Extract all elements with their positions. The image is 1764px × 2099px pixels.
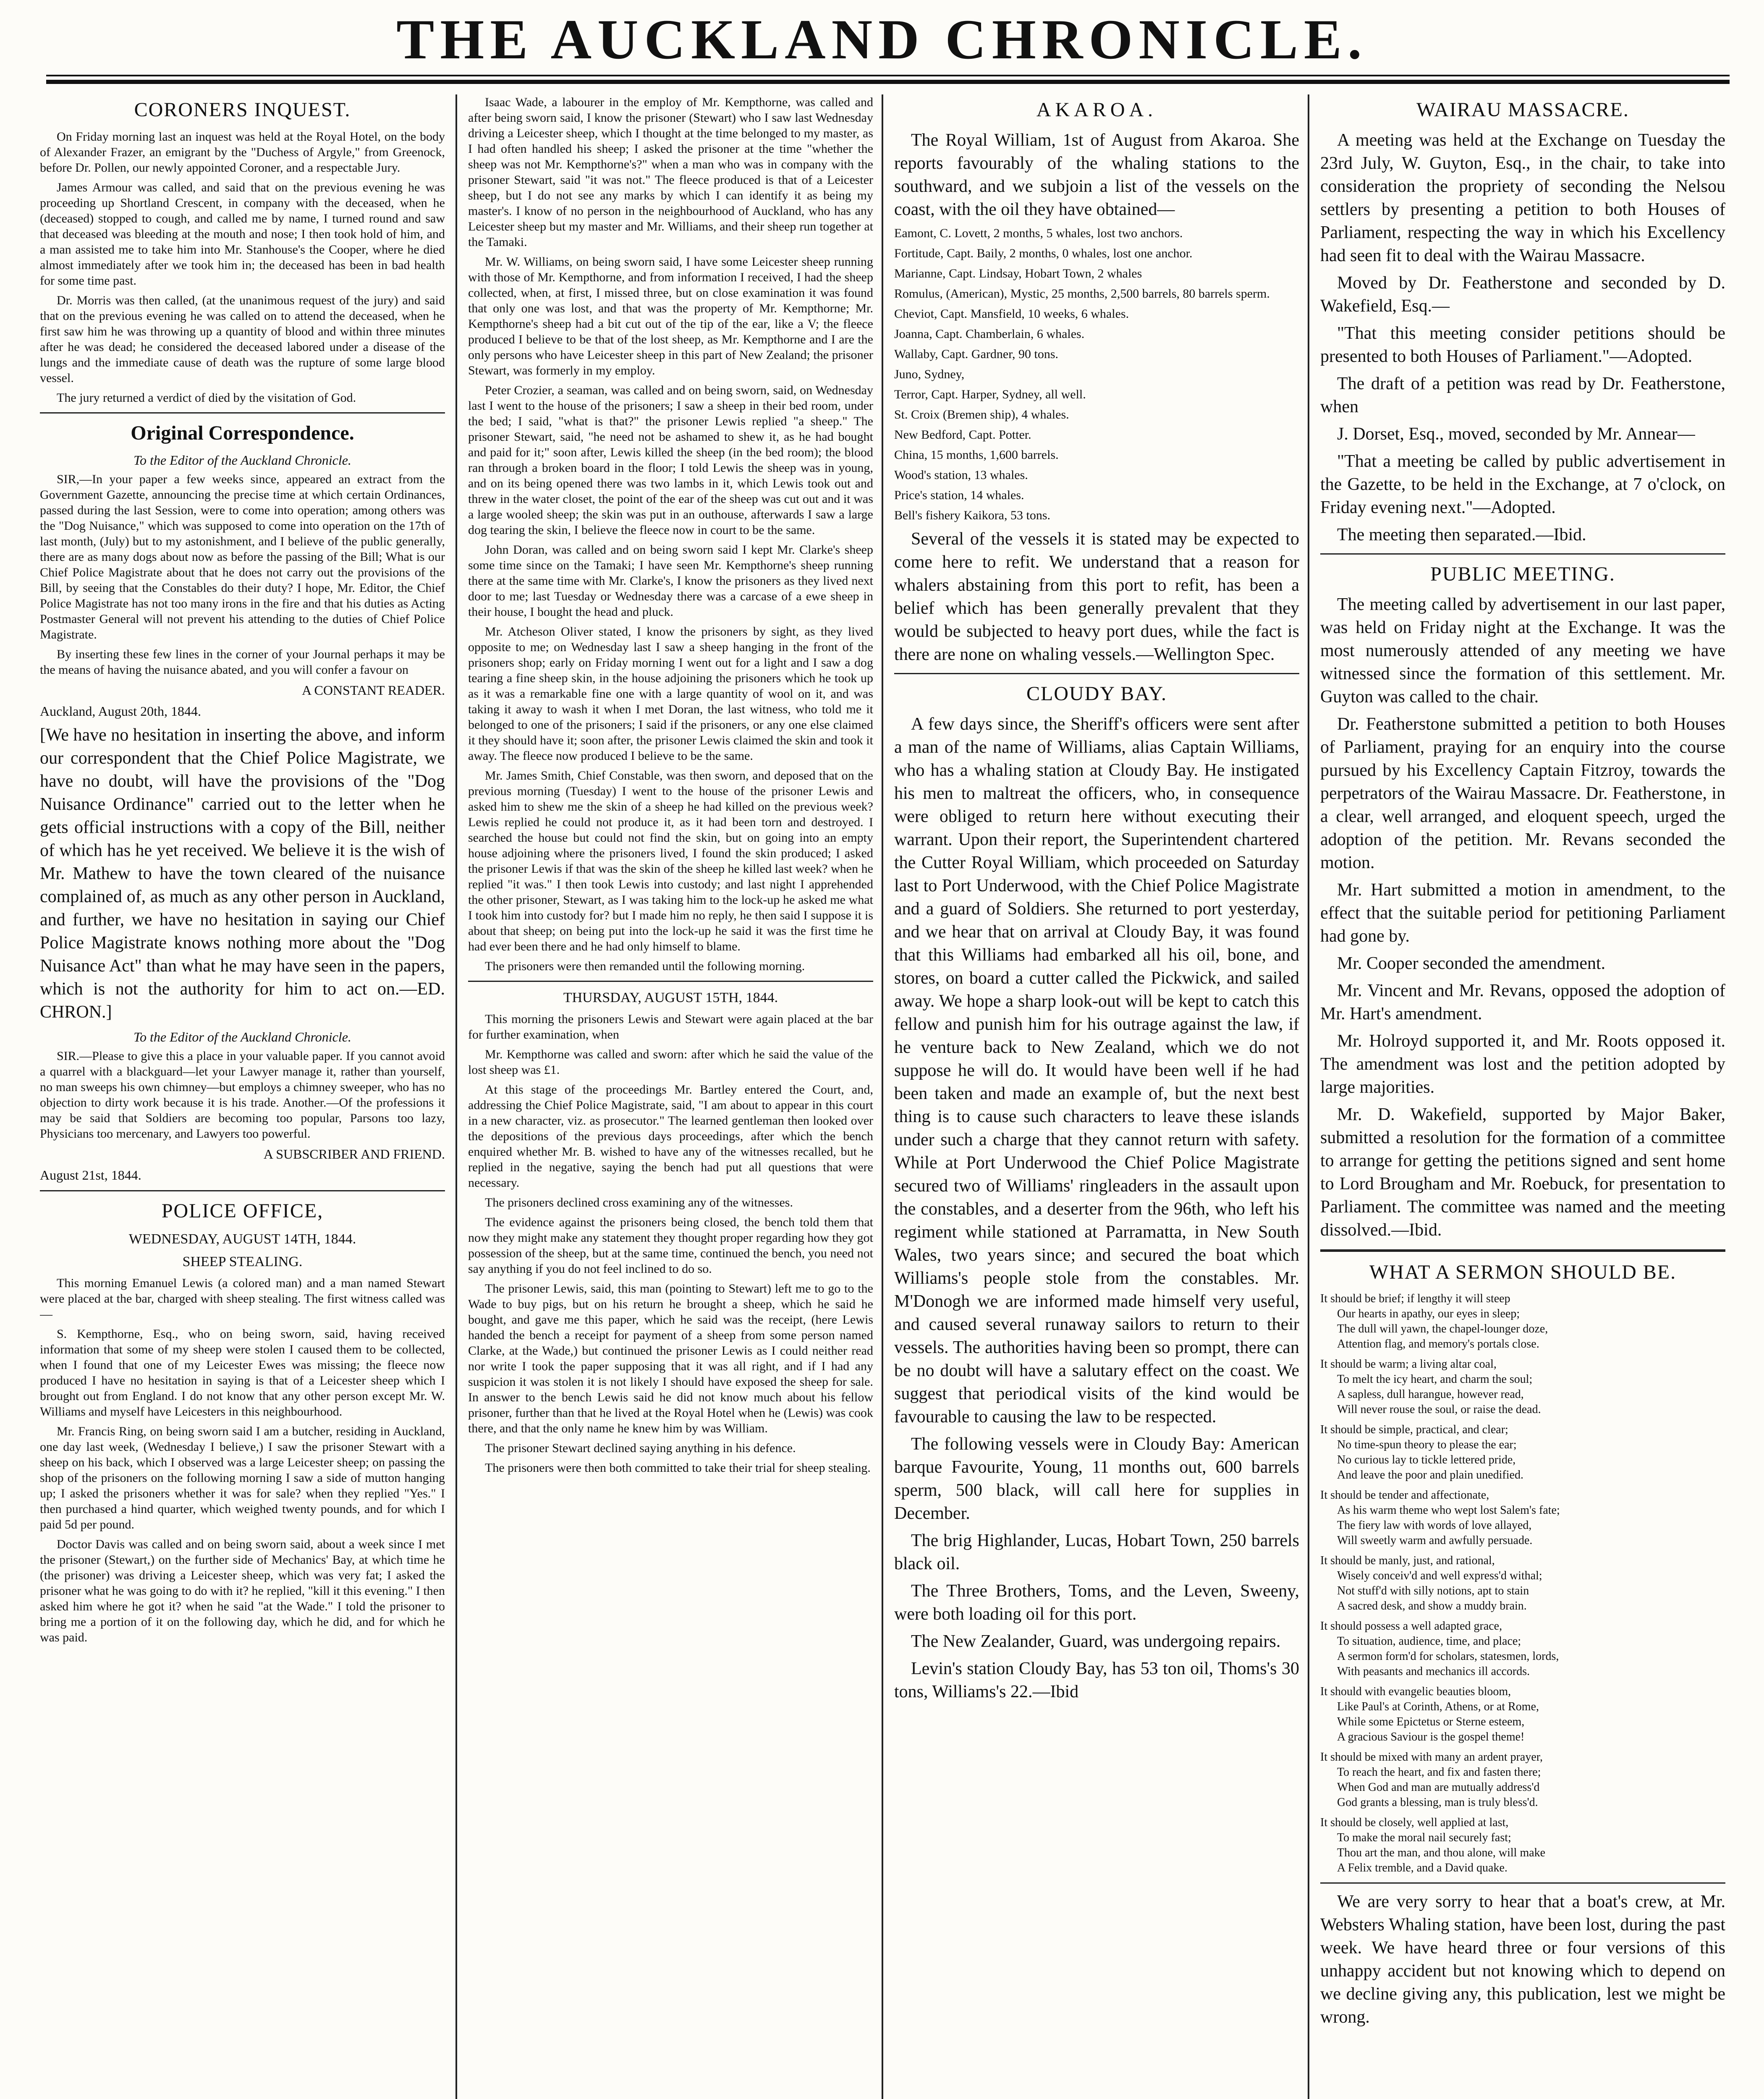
letter-paragraph: SIR,—In your paper a few weeks since, appeared an extract from the Government Gazette, announcing the precise time at which certain Ordinances, passed during the last Session, were to come into operation; among others was the "Dog Nuisance," which was supposed to come into operation on the 17th of last month, (July) but to my astonishment, and I believe of the public generally, there are as many dogs about now as before the passing of the Bill; What is our Chief Police Magistrate about that he does not carry out the provisions of the Bill, by seeing that the Constables do their duty? I hope, Mr. Editor, the Chief Police Magistrate has not too many irons in the fire and that his duties as Acting Postmaster General will not prevent his attending to the duties of Chief Police Magistrate. xyxy=(40,472,445,641)
article-paragraph: Mr. W. Williams, on being sworn said, I have some Leicester sheep running with those of Mr. Kempthorne, and from information I received, I had the sheep collected, when, at first, I missed three, but on close examination it was found that only one was lost, and that was the property of Mr. Kempthorne; Mr. Kempthorne's sheep had a bit cut out of the tip of the ear, like a V; the fleece produced I believe to be that of the lost sheep, as Mr. Kempthorne and I are the only persons who have Leicester sheep in this part of New Zealand; the prisoner Stewart, was formerly in my employ. xyxy=(468,255,873,377)
poem-stanza xyxy=(1320,1619,1725,1679)
poem-line: To reach the heart, and fix and fasten there; xyxy=(1337,1766,1541,1779)
poem-line: It should be tender and affectionate, xyxy=(1320,1489,1489,1502)
poem-line: It should be warm; a living altar coal, xyxy=(1320,1358,1497,1371)
article-paragraph: The New Zealander, Guard, was undergoing repairs. xyxy=(911,1632,1281,1651)
article-paragraph: The jury returned a verdict of died by the visitation of God. xyxy=(57,391,356,405)
article-paragraph: Isaac Wade, a labourer in the employ of Mr. Kempthorne, was called and after being sworn said, I know the prisoner (Stewart) who I saw last Wednesday driving a Leicester sheep, which I thought at the time belonged to my master, as I had often handled his sheep; I asked the prisoner at the time "whether the sheep was not Mr. Kempthorne's?" when a man who was in company with the prisoner Stewart, said "it was not." The fleece produced is that of a Leicester sheep, but I do not see any marks by which I can identify it as being my master's. I know of no person in the neighbourhood of Auckland, who has any Leicester sheep but my master and Mr. Williams, and their sheep run together at the Tamaki. xyxy=(468,95,873,249)
article-paragraph: Mr. Holroyd supported it, and Mr. Roots opposed it. The amendment was lost and the petition adopted by large majorities. xyxy=(1320,1031,1725,1097)
poem-line: It should with evangelic beauties bloom, xyxy=(1320,1685,1511,1698)
poem-line: A sermon form'd for scholars, statesmen, lords, xyxy=(1337,1650,1559,1663)
list-item: Juno, Sydney, xyxy=(894,367,965,381)
article-paragraph: The meeting called by advertisement in our last paper, was held on Friday night at the Exchange. It was the most numerously attended of any meeting we have witnessed since the formation of this settlement. Mr. Guyton was called to the chair. xyxy=(1320,595,1725,707)
poem-line: The fiery law with words of love allayed, xyxy=(1337,1519,1532,1532)
poem-line: While some Epictetus or Sterne esteem, xyxy=(1337,1715,1525,1728)
list-item: St. Croix (Bremen ship), 4 whales. xyxy=(894,408,1069,421)
article-paragraph: Dr. Morris was then called, (at the unanimous request of the jury) and said that on the previous evening he was called on to attend the deceased, when he first saw him he was throwing up a quantity of blood and within three minutes after he was dead; he considered the deceased labored under a disease of the lungs and the immediate cause of death was the rupture of some large blood vessel. xyxy=(40,293,445,385)
public-meeting-heading: PUBLIC MEETING. xyxy=(1430,563,1615,585)
poem-line: And leave the poor and plain unedified. xyxy=(1337,1468,1523,1481)
poem-line: It should be manly, just, and rational, xyxy=(1320,1554,1495,1567)
poem-line: It should be closely, well applied at last, xyxy=(1320,1816,1509,1829)
poem-line: It should be brief; if lengthy it will steep xyxy=(1320,1292,1510,1305)
list-item: Price's station, 14 whales. xyxy=(894,488,1024,502)
masthead-rule-thin xyxy=(46,75,1730,76)
poem-line: As his warm theme who wept lost Salem's fate; xyxy=(1337,1504,1560,1517)
article-paragraph: Dr. Featherstone submitted a petition to both Houses of Parliament, praying for an enquiry into the course pursued by his Excellency Captain Fitzroy, towards the perpetrators of the Wairau Massacre. Dr. Featherstone, in a clear, well arranged, and eloquent speech, urged the adoption of the petition. Mr. Revans seconded the motion. xyxy=(1320,714,1725,872)
article-paragraph: "That a meeting be called by public advertisement in the Gazette, to be held in the Exchange, at 7 o'clock, on Friday evening next."—Adopted. xyxy=(1320,452,1725,517)
article-paragraph: The evidence against the prisoners being closed, the bench told them that now they might make any statement they thought proper regarding how they got possession of the sheep, but at the same time, continued the bench, you need not say anything if you do not feel inclined to do so. xyxy=(468,1215,873,1276)
column-3 xyxy=(894,94,1299,2099)
editor-note: [We have no hesitation in inserting the above, and inform our correspondent that the Chief Police Magistrate, we have no doubt, will have the provisions of the "Dog Nuisance Ordinance" carried out to the letter when he gets official instructions with a copy of the Bill, neither of which has he yet received. We believe it is the wish of Mr. Mathew to have the town cleared of the nuisance complained of, as much as any other person in Auckland, and further, we have no hesitation in saying our Chief Police Magistrate knows nothing more about the "Dog Nuisance Act" than what he may have seen in the papers, which is not the authority for him to act on.—ED. CHRON.] xyxy=(40,725,445,1022)
article-paragraph: The prisoners were then remanded until the following morning. xyxy=(485,959,805,973)
column-rule xyxy=(1308,94,1309,2099)
poem-line: It should possess a well adapted grace, xyxy=(1320,1620,1502,1633)
letter-address: To the Editor of the Auckland Chronicle. xyxy=(133,453,351,468)
section-divider xyxy=(1320,553,1725,555)
column-rule xyxy=(882,94,883,2099)
poem-line: A sapless, dull harangue, however read, xyxy=(1337,1388,1524,1401)
section-divider xyxy=(1320,1249,1725,1252)
article-paragraph: This morning the prisoners Lewis and Stewart were again placed at the bar for further examination, when xyxy=(468,1012,873,1042)
list-item: Wood's station, 13 whales. xyxy=(894,468,1028,482)
poem-line: Not stuff'd with silly notions, apt to stain xyxy=(1337,1584,1529,1597)
column-1 xyxy=(40,94,445,2099)
article-paragraph: S. Kempthorne, Esq., who on being sworn, said, having received information that some of my sheep were stolen I caused them to be collected, when I found that one of my Leicester Ewes was missing; the fleece now produced I have no hesitation in saying is that of a Leicester sheep which I brought out from England. I do not know that any other person except Mr. W. Williams and myself have Leicesters in this neighbourhood. xyxy=(40,1327,445,1419)
vessel-list xyxy=(894,225,1299,523)
letter-paragraph: SIR.—Please to give this a place in your valuable paper. If you cannot avoid a quarrel with a blackguard—let your Lawyer manage it, rather than yourself, no man sweeps his own chimney—but employs a chimney sweeper, who has no objection to dirty work because it is his trade. Another.—Of the professions it may be said that Soldiers are becoming too popular, Parsons too lazy, Physicians too mercenary, and Lawyers too powerful. xyxy=(40,1049,445,1141)
poem-line: A Felix tremble, and a David quake. xyxy=(1337,1861,1508,1874)
list-item: Wallaby, Capt. Gardner, 90 tons. xyxy=(894,347,1059,361)
list-item: Fortitude, Capt. Baily, 2 months, 0 whales, lost one anchor. xyxy=(894,246,1193,260)
poem-stanza xyxy=(1320,1815,1725,1876)
list-item: Marianne, Capt. Lindsay, Hobart Town, 2 whales xyxy=(894,267,1142,280)
thursday-heading: THURSDAY, AUGUST 15TH, 1844. xyxy=(563,990,778,1005)
poem-line: To melt the icy heart, and charm the soul; xyxy=(1337,1373,1533,1386)
section-divider xyxy=(894,673,1299,674)
article-paragraph: We are very sorry to hear that a boat's crew, at Mr. Websters Whaling station, have been lost, during the past week. We have heard three or four versions of this unhappy accident but not knowing which to depend on we decline giving any, this publication, lest we might be wrong. xyxy=(1320,1892,1725,2027)
letter-date: August 21st, 1844. xyxy=(40,1167,141,1183)
column-2 xyxy=(468,94,873,2099)
article-paragraph: James Armour was called, and said that on the previous evening he was proceeding up Shortland Crescent, in company with the deceased, when he (deceased) stopped to cough, and called me by name, I turned round and saw that deceased was bleeding at the mouth and nose; I then took hold of him, and a man assisted me to take him into Mr. Stanhouse's the Cooper, where he died almost immediately after we took him in; the deceased has been in bad health for some time past. xyxy=(40,181,445,288)
list-item: Eamont, C. Lovett, 2 months, 5 whales, lost two anchors. xyxy=(894,226,1183,240)
list-item: Joanna, Capt. Chamberlain, 6 whales. xyxy=(894,327,1085,341)
article-paragraph: At this stage of the proceedings Mr. Bartley entered the Court, and, addressing the Chief Police Magistrate, said, "I am about to appear in this court in a new character, viz. as prosecutor." The learned gentleman then looked over the depositions of the previous days proceedings, after which the bench enquired whether Mr. B. wished to have any of the witnesses recalled, but he replied in the negative, saying the bench had put all questions that were necessary. xyxy=(468,1083,873,1190)
article-paragraph: Mr. James Smith, Chief Constable, was then sworn, and deposed that on the previous morning (Tuesday) I went to the house of the prisoner Lewis and asked him to shew me the skin of a sheep he had killed on the previous week? Lewis replied he could not produce it, as it had been torn and destroyed. I searched the house but could not find the skin, but on going into an empty house adjoining where the prisoners lived, I found the skin produced; I asked the prisoner Lewis if that was the skin of the sheep he killed last week? when he replied "it was." I then took Lewis into custody; and last night I apprehended the other prisoner, Stewart, as I was taking him to the lock-up he asked me what I took him into custody for? but I made him no reply, he then said I suppose it is about that sheep; on being put into the lock-up he said it was the first time he had ever been there and he had only himself to blame. xyxy=(468,769,873,953)
article-paragraph: The Three Brothers, Toms, and the Leven, Sweeny, were both loading oil for this port. xyxy=(894,1581,1299,1624)
poem-line: Wisely conceiv'd and well express'd withal; xyxy=(1337,1569,1542,1582)
article-paragraph: On Friday morning last an inquest was held at the Royal Hotel, on the body of Alexander Frazer, an emigrant by the "Duchess of Argyle," from Greenock, before Dr. Pollen, our newly appointed Coroner, and a respectable Jury. xyxy=(40,130,445,175)
article-paragraph: Mr. Francis Ring, on being sworn said I am a butcher, residing in Auckland, one day last week, (Wednesday I believe,) I saw the prisoner Stewart with a sheep on his back, which I observed was a large Leicester sheep; on passing the shop of the prisoners on the following morning I saw a side of mutton hanging up; I asked the prisoners whether it was for sale? when they replied "Yes." I then purchased a hind quarter, which weighed twenty pounds, and for which I paid 5d per pound. xyxy=(40,1424,445,1531)
poem-stanza xyxy=(1320,1488,1725,1548)
letter-date: Auckland, August 20th, 1844. xyxy=(40,704,201,719)
akaroa-heading: AKAROA. xyxy=(1036,99,1157,121)
poem-line: No curious lay to tickle lettered pride, xyxy=(1337,1453,1516,1466)
police-date: WEDNESDAY, AUGUST 14TH, 1844. xyxy=(128,1231,356,1247)
article-paragraph: Mr. Vincent and Mr. Revans, opposed the adoption of Mr. Hart's amendment. xyxy=(1320,981,1725,1023)
masthead-rule-thick xyxy=(46,80,1730,84)
poem-line: A sacred desk, and show a muddy brain. xyxy=(1337,1599,1527,1612)
poem-line: To make the moral nail securely fast; xyxy=(1337,1831,1511,1844)
poem-line: Thou art the man, and thou alone, will make xyxy=(1337,1846,1546,1859)
poem-stanza xyxy=(1320,1750,1725,1810)
column-rule xyxy=(455,94,457,2099)
article-paragraph: This morning Emanuel Lewis (a colored man) and a man named Stewart were placed at the bar, charged with sheep stealing. The first witness called was— xyxy=(40,1276,445,1321)
column-4 xyxy=(1320,94,1725,2099)
list-item: Romulus, (American), Mystic, 25 months, 2,500 barrels, 80 barrels sperm. xyxy=(894,287,1270,301)
article-paragraph: Peter Crozier, a seaman, was called and on being sworn, said, on Wednesday last I went to the house of the prisoners; I saw a sheep in their bed room, under the bed; I said, "what is that?" the prisoner Lewis replied "a sheep." The prisoner Stewart, said, "he need not be ashamed to shew it, as he had bought and paid for it;" soon after, Lewis killed the sheep (in the bed room); the blood ran through a broken board in the floor; I told Lewis the sheep was in young, and on its being opened there was two lambs in it, which Lewis took out and threw in the water closet, the point of the ear of the sheep was cut out and it was a large wooled sheep; the skin was put in an outhouse, afterwards I saw a large dog tearing the skin, I believe the fleece now in court to be the same. xyxy=(468,383,873,537)
poem-line: With peasants and mechanics ill accords. xyxy=(1337,1665,1530,1678)
poem-line: To situation, audience, time, and place; xyxy=(1337,1635,1521,1648)
poem-line: The dull will yawn, the chapel-lounger doze, xyxy=(1337,1322,1548,1335)
section-divider xyxy=(1320,1882,1725,1884)
poem-line: Attention flag, and memory's portals close. xyxy=(1337,1337,1539,1350)
correspondence-heading: Original Correspondence. xyxy=(131,422,354,444)
poem-stanza xyxy=(1320,1553,1725,1614)
article-paragraph: Mr. Kempthorne was called and sworn: after which he said the value of the lost sheep was £1. xyxy=(468,1047,873,1077)
article-paragraph: The meeting then separated.—Ibid. xyxy=(1337,525,1586,544)
article-paragraph: The prisoners declined cross examining any of the witnesses. xyxy=(485,1196,793,1209)
list-item: China, 15 months, 1,600 barrels. xyxy=(894,448,1059,462)
poem-line: Like Paul's at Corinth, Athens, or at Rome, xyxy=(1337,1700,1539,1713)
article-paragraph: The brig Highlander, Lucas, Hobart Town, 250 barrels black oil. xyxy=(894,1531,1299,1573)
poem-stanza xyxy=(1320,1291,1725,1352)
article-paragraph: The Royal William, 1st of August from Akaroa. She reports favourably of the whaling stations to the southward, and we subjoin a list of the vessels on the coast, with the oil they have obtained— xyxy=(894,131,1299,219)
poem-line: It should be mixed with many an ardent prayer, xyxy=(1320,1751,1543,1764)
article-paragraph: The prisoner Stewart declined saying anything in his defence. xyxy=(485,1441,796,1455)
section-divider xyxy=(40,1190,445,1191)
article-paragraph: Mr. Atcheson Oliver stated, I know the prisoners by sight, as they lived opposite to me; on Wednesday last I saw a sheep hanging in the front of the prisoners shop; early on Friday morning I went out for a light and I saw a dog tearing a fine sheep skin, in the house adjoining the prisoners which he took up as it was a remarkable fine one with a large quantity of wool on it, and was taking it away to wash it when I met Doran, the last witness, who told me it belonged to one of the prisoners; I said if the prisoners, or any one else claimed it they should have it; soon after, the prisoner Lewis claimed the skin and took it away. The fleece now produced I believe to be the same. xyxy=(468,625,873,763)
article-paragraph: Mr. D. Wakefield, supported by Major Baker, submitted a resolution for the formation of a committee to arrange for getting the petitions signed and sent home to Lord Brougham and Mr. Roebuck, for presentation to Parliament. The committee was named and the meeting dissolved.—Ibid. xyxy=(1320,1105,1725,1240)
list-item: Bell's fishery Kaikora, 53 tons. xyxy=(894,508,1051,522)
poem-stanza xyxy=(1320,1422,1725,1483)
article-paragraph: Mr. Hart submitted a motion in amendment, to the effect that the suitable period for petitioning Parliament had gone by. xyxy=(1320,880,1725,946)
article-paragraph: The prisoner Lewis, said, this man (pointing to Stewart) left me to go to the Wade to buy pigs, but on his return he brought a sheep, which he said he bought, and gave me this paper, which he said was the receipt, (here Lewis handed the bench a receipt for payment of a sheep from some person named Clarke, at the Wade,) but continued the prisoner Lewis as I could neither read nor write I took the paper supposing that it was all right, and if I had any suspicion it was stolen it is not likely I should have exposed the sheep for sale. In answer to the bench Lewis said he did not know much about his fellow prisoner, further than that he lived at the Royal Hotel when he (Lewis) was cook there, and that the only name he knew him by was William. xyxy=(468,1282,873,1435)
list-item: Terror, Capt. Harper, Sydney, all well. xyxy=(894,387,1086,401)
police-heading: POLICE OFFICE, xyxy=(161,1200,324,1222)
article-paragraph: The prisoners were then both committed to take their trial for sheep stealing. xyxy=(485,1461,871,1475)
poem-line: A gracious Saviour is the gospel theme! xyxy=(1337,1730,1525,1743)
poem-line: Our hearts in apathy, our eyes in sleep; xyxy=(1337,1307,1520,1320)
article-paragraph: "That this meeting consider petitions should be presented to both Houses of Parliament."—Adopted. xyxy=(1320,324,1725,366)
letter-signature: A SUBSCRIBER AND FRIEND. xyxy=(263,1146,445,1162)
article-paragraph: Doctor Davis was called and on being sworn said, about a week since I met the prisoner (Stewart,) on the further side of Mechanics' Bay, at which time he (the prisoner) was driving a Leicester sheep, which was very fat; I asked the prisoner what he was going to do with it? he replied, "kill it this evening." I then asked him where he got it? when he said "at the Wade." I told the prisoner to bring me a portion of it on the following day, which he did, and for which he was paid. xyxy=(40,1537,445,1644)
poem-stanza xyxy=(1320,1684,1725,1745)
poem-line: No time-spun theory to please the ear; xyxy=(1337,1438,1517,1451)
poem-line: When God and man are mutually address'd xyxy=(1337,1781,1540,1794)
cloudy-bay-heading: CLOUDY BAY. xyxy=(1026,683,1167,705)
masthead-title: THE AUCKLAND CHRONICLE. xyxy=(396,8,1368,71)
sheep-stealing-heading: SHEEP STEALING. xyxy=(182,1254,303,1269)
coroners-heading: CORONERS INQUEST. xyxy=(134,99,351,121)
article-paragraph: Moved by Dr. Featherstone and seconded by D. Wakefield, Esq.— xyxy=(1320,273,1725,316)
section-divider xyxy=(40,412,445,414)
list-item: New Bedford, Capt. Potter. xyxy=(894,428,1031,442)
poem-line: It should be simple, practical, and clear; xyxy=(1320,1423,1508,1436)
letter-paragraph: By inserting these few lines in the corner of your Journal perhaps it may be the means of having the nuisance abated, and you will confer a favour on xyxy=(40,647,445,677)
article-paragraph: J. Dorset, Esq., moved, seconded by Mr. Annear— xyxy=(1337,424,1695,444)
poem-stanza xyxy=(1320,1357,1725,1417)
wairau-heading: WAIRAU MASSACRE. xyxy=(1416,99,1629,121)
poem-line: Will never rouse the soul, or raise the dead. xyxy=(1337,1403,1541,1416)
article-paragraph: Mr. Cooper seconded the amendment. xyxy=(1337,954,1606,973)
article-paragraph: A meeting was held at the Exchange on Tuesday the 23rd July, W. Guyton, Esq., in the chair, to take into consideration the propriety of seconding the Nelsou settlers by presenting a petition to both Houses of Parliament, respecting the way in which his Excellency had seen fit to deal with the Wairau Massacre. xyxy=(1320,131,1725,265)
letter-address: To the Editor of the Auckland Chronicle. xyxy=(133,1029,351,1044)
article-paragraph: The following vessels were in Cloudy Bay: American barque Favourite, Young, 11 months out, 600 barrels sperm, 500 black, will call here for supplies in December. xyxy=(894,1434,1299,1523)
section-divider xyxy=(468,981,873,982)
poem-line: Will sweetly warm and awfully persuade. xyxy=(1337,1534,1533,1547)
article-paragraph: Levin's station Cloudy Bay, has 53 ton oil, Thoms's 30 tons, Williams's 22.—Ibid xyxy=(894,1659,1299,1701)
article-paragraph: John Doran, was called and on being sworn said I kept Mr. Clarke's sheep some time since on the Tamaki; I have seen Mr. Kempthorne's sheep running there at the same time with Mr. Clarke's, I know the prisoners as they lived next door to me; last Tuesday or Wednesday there was a carcase of a ewe sheep in their house, I bought the head and pluck. xyxy=(468,543,873,619)
sermon-heading: WHAT A SERMON SHOULD BE. xyxy=(1369,1261,1677,1283)
article-paragraph: A few days since, the Sheriff's officers were sent after a man of the name of Williams, alias Captain Williams, who has a whaling station at Cloudy Bay. He instigated his men to maltreat the officers, who, in consequence were obliged to return here without executing their warrant. Upon their report, the Superintendent chartered the Cutter Royal William, which proceeded on Saturday last to Port Underwood, with the Chief Police Magistrate and a guard of Soldiers. She returned to port yesterday, and we hear that on arrival at Cloudy Bay, it was found that this Williams had embarked all his oil, bone, and stores, on board a cutter called the Pickwick, and sailed away. We hope a sharp look-out will be kept to catch this fellow and punish him for his outrage against the law, if he venture back to New Zealand, which we do not suppose he will do. It would have been well if he had been taken and made an example of, but the next best thing is to cause such characters to leave these islands under such a charge that they cannot return with safety. While at Port Underwood the Chief Police Magistrate secured two of Williams' ringleaders in the assault upon the constables, and a deserter from the 96th, who left his regiment while stationed at Parramatta, in New South Wales, two years since; and secured the boat which Williams's people stole from the constables. Mr. M'Donogh we are informed made himself very useful, and caused several runaway sailors to return to their vessels. The authorities having been so prompt, there can be no doubt will have a salutary effect on the coast. We suggest that periodical visits of the kind would be favourable to causing the law to be respected. xyxy=(894,714,1299,1426)
article-paragraph: The draft of a petition was read by Dr. Featherstone, when xyxy=(1320,374,1725,416)
letter-signature: A CONSTANT READER. xyxy=(302,683,445,698)
article-paragraph: Several of the vessels it is stated may be expected to come here to refit. We understand that a reason for whalers abstaining from this port to refit, has been a belief which has been generally prevalent that they would be subjected to heavy port dues, while the fact is there are none on whaling vessels.—Wellington Spec. xyxy=(894,529,1299,664)
poem-line: God grants a blessing, man is truly bless'd. xyxy=(1337,1796,1538,1809)
list-item: Cheviot, Capt. Mansfield, 10 weeks, 6 whales. xyxy=(894,307,1129,321)
